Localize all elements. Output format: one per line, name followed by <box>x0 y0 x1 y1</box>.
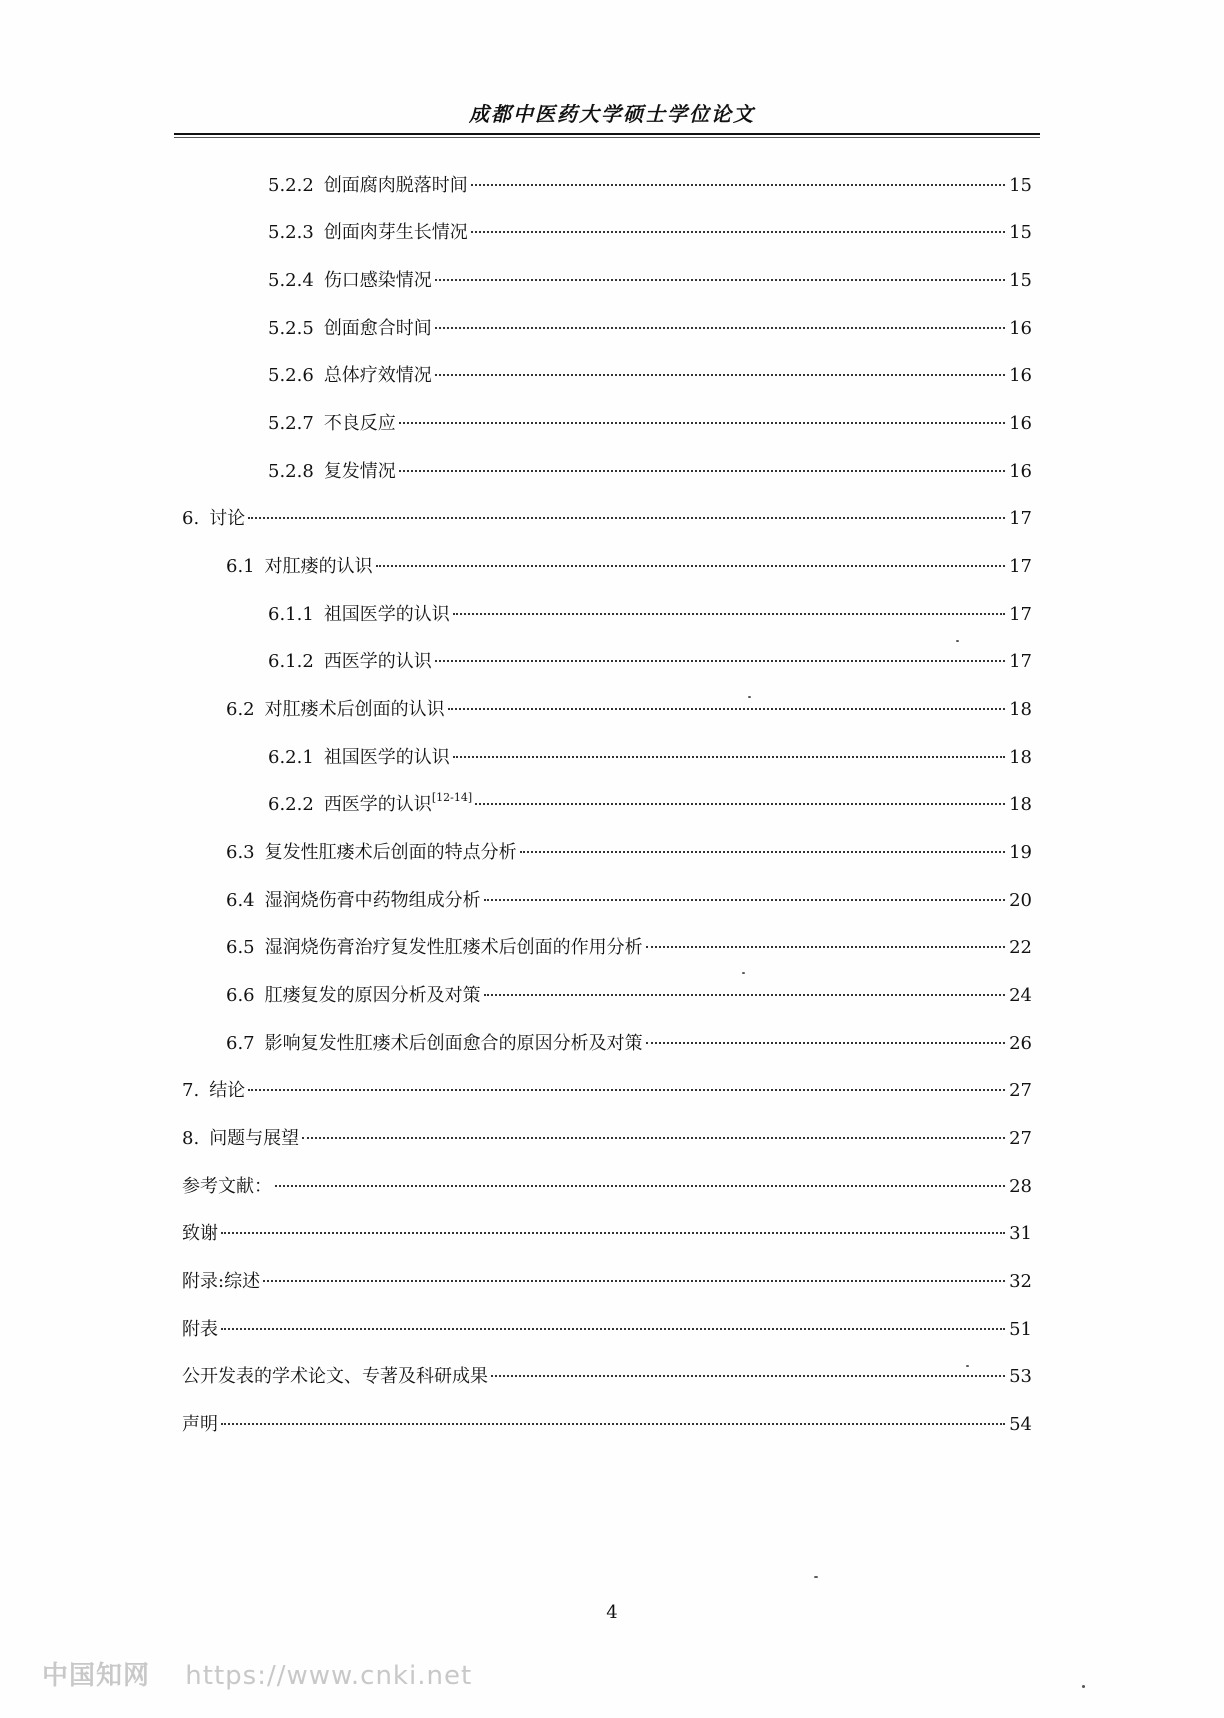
toc-title-text: 西医学的认识 <box>323 794 432 815</box>
toc-number: 6.1 <box>226 556 255 577</box>
toc-entry[interactable] <box>268 648 1032 676</box>
toc-entry[interactable] <box>268 267 1032 295</box>
toc-leader <box>221 1232 1005 1234</box>
toc-number: 5.2.8 <box>268 461 314 482</box>
header-rule-thin <box>174 137 1040 138</box>
toc-number: 6.6 <box>226 985 255 1006</box>
scan-speck <box>966 1365 969 1367</box>
toc-page: 18 <box>1009 747 1032 768</box>
toc-leader <box>435 327 1005 329</box>
toc-leader <box>399 470 1005 472</box>
toc-entry[interactable] <box>226 839 1032 867</box>
toc-entry[interactable] <box>226 934 1032 962</box>
toc-entry[interactable] <box>182 1077 1032 1105</box>
toc-page: 26 <box>1009 1033 1032 1054</box>
toc-page: 28 <box>1009 1176 1032 1197</box>
toc-entry[interactable] <box>182 505 1032 533</box>
toc-page: 15 <box>1009 222 1032 243</box>
toc-entry[interactable] <box>268 362 1032 390</box>
toc-entry[interactable] <box>268 744 1032 772</box>
toc-entry[interactable] <box>226 696 1032 724</box>
toc-leader <box>221 1328 1005 1330</box>
toc-leader <box>646 946 1005 948</box>
toc-entry[interactable] <box>182 1411 1032 1439</box>
toc-title: 对肛瘘术后创面的认识 <box>264 699 445 720</box>
toc-leader <box>491 1375 1005 1377</box>
toc-title: 复发性肛瘘术后创面的特点分析 <box>264 842 517 863</box>
scan-speck <box>748 696 751 698</box>
toc-page: 17 <box>1009 604 1032 625</box>
toc-number: 8. <box>182 1128 200 1149</box>
toc-leader <box>376 565 1005 567</box>
toc-entry[interactable] <box>182 1125 1032 1153</box>
citation-superscript: [12-14] <box>431 791 473 804</box>
toc-title: 湿润烧伤膏治疗复发性肛瘘术后创面的作用分析 <box>264 937 643 958</box>
toc-title: 伤口感染情况 <box>323 270 432 291</box>
toc-entry[interactable] <box>182 1363 1032 1391</box>
toc-number: 6.7 <box>226 1033 255 1054</box>
toc-entry[interactable] <box>268 601 1032 629</box>
toc-page: 53 <box>1009 1366 1032 1387</box>
toc-entry[interactable] <box>226 553 1032 581</box>
watermark <box>42 1655 472 1692</box>
toc-page: 18 <box>1009 794 1032 815</box>
toc-leader <box>475 803 1005 805</box>
toc-number: 6.2.1 <box>268 747 314 768</box>
scan-speck <box>1082 1685 1085 1688</box>
toc-title: 不良反应 <box>323 413 396 434</box>
toc-leader <box>399 422 1005 424</box>
watermark-url: https://www.cnki.net <box>185 1661 473 1691</box>
toc-page: 19 <box>1009 842 1032 863</box>
toc-entry[interactable] <box>182 1220 1032 1248</box>
toc-entry[interactable] <box>182 1173 1032 1201</box>
toc-number: 5.2.4 <box>268 270 314 291</box>
toc-page: 15 <box>1009 270 1032 291</box>
toc-leader <box>520 851 1005 853</box>
toc-title: 创面肉芽生长情况 <box>323 222 468 243</box>
toc-page: 16 <box>1009 318 1032 339</box>
toc-entry[interactable] <box>226 982 1032 1010</box>
toc-entry[interactable] <box>268 410 1032 438</box>
toc-entry[interactable] <box>268 172 1032 200</box>
toc-title: 西医学的认识 <box>323 651 432 672</box>
toc-page: 24 <box>1009 985 1032 1006</box>
scan-speck <box>742 972 745 974</box>
toc-leader <box>471 184 1005 186</box>
toc-number: 5.2.6 <box>268 365 314 386</box>
toc-leader <box>646 1042 1005 1044</box>
toc-page: 16 <box>1009 461 1032 482</box>
toc-leader <box>448 708 1005 710</box>
toc-number: 5.2.2 <box>268 175 314 196</box>
header-rule <box>174 133 1040 135</box>
toc-leader <box>484 899 1005 901</box>
toc-title: 湿润烧伤膏中药物组成分析 <box>264 890 481 911</box>
toc-page: 51 <box>1009 1319 1032 1340</box>
toc-leader <box>275 1185 1005 1187</box>
toc-page: 17 <box>1009 651 1032 672</box>
toc-title: 附录:综述 <box>182 1271 261 1292</box>
toc-leader <box>248 517 1005 519</box>
toc-number: 6. <box>182 508 200 529</box>
toc-title <box>324 791 472 819</box>
toc-page: 31 <box>1009 1223 1032 1244</box>
toc-title: 肛瘘复发的原因分析及对策 <box>264 985 481 1006</box>
toc-leader <box>471 231 1005 233</box>
toc-entry[interactable] <box>182 1316 1032 1344</box>
toc-page: 27 <box>1009 1128 1032 1149</box>
toc-page: 27 <box>1009 1080 1032 1101</box>
toc-page: 32 <box>1009 1271 1032 1292</box>
toc-entry[interactable] <box>226 1030 1032 1058</box>
toc-entry[interactable] <box>268 791 1032 819</box>
toc-number: 5.2.3 <box>268 222 314 243</box>
toc-entry[interactable] <box>268 219 1032 247</box>
toc-entry[interactable] <box>182 1268 1032 1296</box>
toc-page: 17 <box>1009 508 1032 529</box>
toc-page: 16 <box>1009 413 1032 434</box>
toc-page: 22 <box>1009 937 1032 958</box>
toc-title: 影响复发性肛瘘术后创面愈合的原因分析及对策 <box>264 1033 643 1054</box>
toc-title: 复发情况 <box>323 461 396 482</box>
toc-entry[interactable] <box>268 315 1032 343</box>
toc-leader <box>263 1280 1005 1282</box>
toc-number: 5.2.5 <box>268 318 314 339</box>
scan-speck <box>814 1576 818 1578</box>
toc-leader <box>248 1089 1005 1091</box>
toc-page: 16 <box>1009 365 1032 386</box>
toc-title: 致谢 <box>182 1223 218 1244</box>
toc-title: 创面愈合时间 <box>323 318 432 339</box>
toc-number: 6.1.2 <box>268 651 314 672</box>
toc-title: 总体疗效情况 <box>323 365 432 386</box>
toc-leader <box>435 279 1005 281</box>
toc-leader <box>302 1137 1005 1139</box>
toc-entry[interactable] <box>268 458 1032 486</box>
toc-page: 54 <box>1009 1414 1032 1435</box>
toc-title: 公开发表的学术论文、专著及科研成果 <box>182 1366 488 1387</box>
toc-number: 6.5 <box>226 937 255 958</box>
toc-number: 6.2.2 <box>268 794 314 815</box>
toc-title: 问题与展望 <box>209 1128 300 1149</box>
running-header: 成都中医药大学硕士学位论文 <box>469 102 755 126</box>
toc-page: 20 <box>1009 890 1032 911</box>
toc-title: 祖国医学的认识 <box>323 747 450 768</box>
toc-number: 6.2 <box>226 699 255 720</box>
toc-title: 结论 <box>209 1080 246 1101</box>
toc-number: 6.3 <box>226 842 255 863</box>
toc-title: 祖国医学的认识 <box>323 604 450 625</box>
toc-number: 7. <box>182 1080 200 1101</box>
toc-page: 17 <box>1009 556 1032 577</box>
toc-title: 对肛瘘的认识 <box>264 556 373 577</box>
scan-speck <box>956 640 959 642</box>
toc-number: 6.1.1 <box>268 604 314 625</box>
toc-leader <box>435 660 1005 662</box>
toc-page: 18 <box>1009 699 1032 720</box>
toc-leader <box>435 374 1005 376</box>
toc-number: 6.4 <box>226 890 255 911</box>
page-number: 4 <box>606 1602 618 1623</box>
toc-title: 讨论 <box>209 508 246 529</box>
toc-title: 声明 <box>182 1414 218 1435</box>
toc-leader <box>453 756 1005 758</box>
toc-number: 5.2.7 <box>268 413 314 434</box>
toc-title: 参考文献： <box>182 1176 272 1197</box>
toc-title: 创面腐肉脱落时间 <box>323 175 468 196</box>
toc-leader <box>221 1423 1005 1425</box>
watermark-brand: 中国知网 <box>42 1661 151 1691</box>
toc-page: 15 <box>1009 175 1032 196</box>
toc-leader <box>484 994 1005 996</box>
toc-title: 附表 <box>182 1319 218 1340</box>
toc-leader <box>453 613 1005 615</box>
toc-entry[interactable] <box>226 887 1032 915</box>
